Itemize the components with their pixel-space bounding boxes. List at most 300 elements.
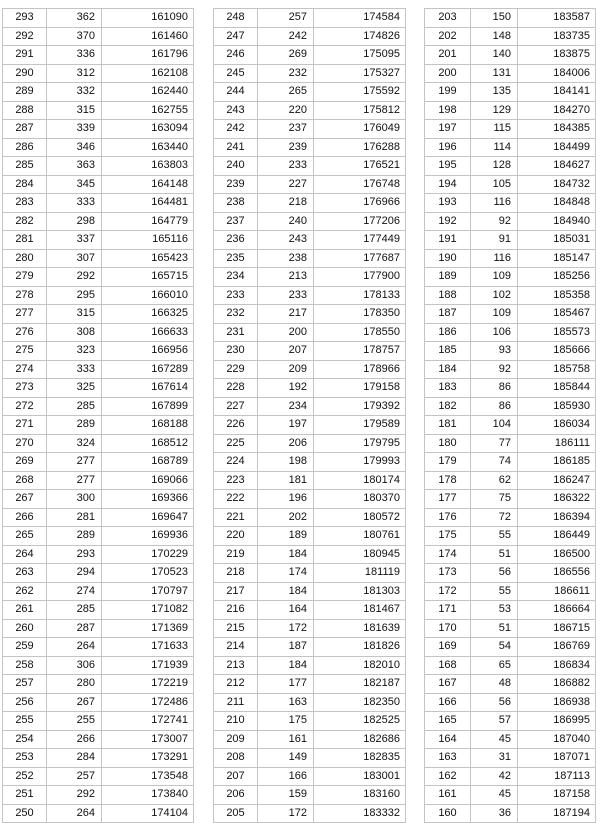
table-row — [3, 64, 194, 83]
score-cell: 180 — [425, 434, 471, 453]
score-cell: 245 — [214, 64, 258, 83]
score-cell: 195 — [425, 157, 471, 176]
table-row — [214, 693, 406, 712]
score-cell: 199 — [425, 83, 471, 102]
count-cell: 86 — [471, 379, 518, 398]
count-cell: 150 — [471, 9, 518, 28]
score-cell: 196 — [425, 138, 471, 157]
count-cell: 93 — [471, 342, 518, 361]
cumulative-cell: 184940 — [518, 212, 596, 231]
cumulative-cell: 163803 — [102, 157, 194, 176]
table-row — [425, 101, 596, 120]
cumulative-cell: 176521 — [314, 157, 406, 176]
cumulative-cell: 187071 — [518, 749, 596, 768]
table-row — [214, 175, 406, 194]
score-cell: 262 — [3, 582, 47, 601]
count-cell: 197 — [258, 416, 314, 435]
cumulative-cell: 181119 — [314, 564, 406, 583]
table-row — [3, 749, 194, 768]
cumulative-cell: 178757 — [314, 342, 406, 361]
table-row — [425, 194, 596, 213]
score-cell: 168 — [425, 656, 471, 675]
score-cell: 228 — [214, 379, 258, 398]
count-cell: 209 — [258, 360, 314, 379]
score-cell: 214 — [214, 638, 258, 657]
score-cell: 244 — [214, 83, 258, 102]
cumulative-cell: 166325 — [102, 305, 194, 324]
cumulative-cell: 182187 — [314, 675, 406, 694]
score-cell: 250 — [3, 804, 47, 823]
count-cell: 128 — [471, 157, 518, 176]
cumulative-cell: 161460 — [102, 27, 194, 46]
count-cell: 45 — [471, 730, 518, 749]
cumulative-cell: 173840 — [102, 786, 194, 805]
count-cell: 140 — [471, 46, 518, 65]
count-cell: 86 — [471, 397, 518, 416]
score-cell: 230 — [214, 342, 258, 361]
cumulative-cell: 184848 — [518, 194, 596, 213]
score-cell: 243 — [214, 101, 258, 120]
count-cell: 345 — [47, 175, 102, 194]
table-row — [214, 601, 406, 620]
score-cell: 232 — [214, 305, 258, 324]
cumulative-cell: 170797 — [102, 582, 194, 601]
count-cell: 51 — [471, 545, 518, 564]
score-cell: 247 — [214, 27, 258, 46]
cumulative-cell: 176049 — [314, 120, 406, 139]
table-row — [425, 619, 596, 638]
count-cell: 233 — [258, 157, 314, 176]
cumulative-cell: 166633 — [102, 323, 194, 342]
cumulative-cell: 186556 — [518, 564, 596, 583]
table-row — [425, 175, 596, 194]
score-table-right — [424, 8, 596, 823]
count-cell: 315 — [47, 101, 102, 120]
score-cell: 202 — [425, 27, 471, 46]
score-cell: 268 — [3, 471, 47, 490]
score-cell: 290 — [3, 64, 47, 83]
cumulative-cell: 183160 — [314, 786, 406, 805]
count-cell: 65 — [471, 656, 518, 675]
count-cell: 255 — [47, 712, 102, 731]
cumulative-cell: 181639 — [314, 619, 406, 638]
count-cell: 300 — [47, 490, 102, 509]
score-cell: 169 — [425, 638, 471, 657]
count-cell: 42 — [471, 767, 518, 786]
score-cell: 189 — [425, 268, 471, 287]
count-cell: 213 — [258, 268, 314, 287]
count-cell: 184 — [258, 582, 314, 601]
cumulative-cell: 161090 — [102, 9, 194, 28]
cumulative-cell: 178550 — [314, 323, 406, 342]
score-table-middle — [213, 8, 406, 823]
table-row — [425, 268, 596, 287]
score-cell: 233 — [214, 286, 258, 305]
score-cell: 261 — [3, 601, 47, 620]
cumulative-cell: 180761 — [314, 527, 406, 546]
table-row — [3, 675, 194, 694]
cumulative-cell: 186611 — [518, 582, 596, 601]
count-cell: 289 — [47, 416, 102, 435]
score-cell: 256 — [3, 693, 47, 712]
table-row — [214, 157, 406, 176]
score-cell: 282 — [3, 212, 47, 231]
score-cell: 269 — [3, 453, 47, 472]
table-row — [425, 712, 596, 731]
table-row — [214, 453, 406, 472]
score-cell: 184 — [425, 360, 471, 379]
table-row — [214, 268, 406, 287]
score-cell: 185 — [425, 342, 471, 361]
score-cell: 234 — [214, 268, 258, 287]
table-row — [425, 27, 596, 46]
score-cell: 191 — [425, 231, 471, 250]
score-cell: 267 — [3, 490, 47, 509]
count-cell: 370 — [47, 27, 102, 46]
table-row — [3, 27, 194, 46]
table-row — [425, 231, 596, 250]
score-cell: 278 — [3, 286, 47, 305]
score-cell: 193 — [425, 194, 471, 213]
score-cell: 161 — [425, 786, 471, 805]
table-row — [425, 249, 596, 268]
cumulative-cell: 183875 — [518, 46, 596, 65]
table-body — [425, 9, 596, 823]
cumulative-cell: 164481 — [102, 194, 194, 213]
cumulative-cell: 184270 — [518, 101, 596, 120]
score-cell: 266 — [3, 508, 47, 527]
score-cell: 190 — [425, 249, 471, 268]
count-cell: 339 — [47, 120, 102, 139]
cumulative-cell: 182835 — [314, 749, 406, 768]
score-cell: 281 — [3, 231, 47, 250]
table-row — [425, 545, 596, 564]
table-row — [214, 379, 406, 398]
score-cell: 211 — [214, 693, 258, 712]
cumulative-cell: 178966 — [314, 360, 406, 379]
count-cell: 264 — [47, 804, 102, 823]
score-cell: 275 — [3, 342, 47, 361]
table-row — [214, 564, 406, 583]
table-row — [3, 9, 194, 28]
count-cell: 72 — [471, 508, 518, 527]
cumulative-cell: 185467 — [518, 305, 596, 324]
cumulative-cell: 161796 — [102, 46, 194, 65]
count-cell: 257 — [47, 767, 102, 786]
score-cell: 224 — [214, 453, 258, 472]
table-row — [425, 582, 596, 601]
score-cell: 209 — [214, 730, 258, 749]
cumulative-cell: 162755 — [102, 101, 194, 120]
table-row — [425, 804, 596, 823]
table-row — [425, 767, 596, 786]
cumulative-cell: 180945 — [314, 545, 406, 564]
score-cell: 276 — [3, 323, 47, 342]
table-row — [425, 490, 596, 509]
table-row — [425, 416, 596, 435]
count-cell: 175 — [258, 712, 314, 731]
table-row — [214, 434, 406, 453]
cumulative-cell: 169647 — [102, 508, 194, 527]
table-row — [3, 46, 194, 65]
cumulative-cell: 175327 — [314, 64, 406, 83]
count-cell: 75 — [471, 490, 518, 509]
count-cell: 31 — [471, 749, 518, 768]
table-row — [3, 730, 194, 749]
table-row — [3, 342, 194, 361]
cumulative-cell: 165423 — [102, 249, 194, 268]
count-cell: 277 — [47, 453, 102, 472]
cumulative-cell: 174826 — [314, 27, 406, 46]
cumulative-cell: 168512 — [102, 434, 194, 453]
count-cell: 265 — [258, 83, 314, 102]
score-cell: 207 — [214, 767, 258, 786]
cumulative-cell: 185256 — [518, 268, 596, 287]
table-row — [3, 638, 194, 657]
cumulative-cell: 181826 — [314, 638, 406, 657]
cumulative-cell: 169366 — [102, 490, 194, 509]
cumulative-cell: 186995 — [518, 712, 596, 731]
score-cell: 273 — [3, 379, 47, 398]
count-cell: 277 — [47, 471, 102, 490]
cumulative-cell: 186715 — [518, 619, 596, 638]
table-row — [3, 212, 194, 231]
score-cell: 222 — [214, 490, 258, 509]
count-cell: 135 — [471, 83, 518, 102]
count-cell: 206 — [258, 434, 314, 453]
cumulative-cell: 184499 — [518, 138, 596, 157]
score-cell: 271 — [3, 416, 47, 435]
score-cell: 203 — [425, 9, 471, 28]
score-cell: 288 — [3, 101, 47, 120]
count-cell: 116 — [471, 194, 518, 213]
count-cell: 363 — [47, 157, 102, 176]
cumulative-cell: 174104 — [102, 804, 194, 823]
cumulative-cell: 167289 — [102, 360, 194, 379]
count-cell: 337 — [47, 231, 102, 250]
count-cell: 292 — [47, 786, 102, 805]
score-cell: 188 — [425, 286, 471, 305]
table-row — [214, 767, 406, 786]
table-row — [3, 434, 194, 453]
table-row — [3, 360, 194, 379]
cumulative-cell: 186394 — [518, 508, 596, 527]
count-cell: 285 — [47, 601, 102, 620]
score-cell: 198 — [425, 101, 471, 120]
table-row — [425, 323, 596, 342]
cumulative-cell: 171082 — [102, 601, 194, 620]
table-body — [3, 9, 194, 823]
count-cell: 257 — [258, 9, 314, 28]
table-row — [214, 101, 406, 120]
score-cell: 206 — [214, 786, 258, 805]
table-row — [214, 27, 406, 46]
count-cell: 307 — [47, 249, 102, 268]
cumulative-cell: 174584 — [314, 9, 406, 28]
table-row — [214, 749, 406, 768]
score-cell: 248 — [214, 9, 258, 28]
score-cell: 272 — [3, 397, 47, 416]
cumulative-cell: 185573 — [518, 323, 596, 342]
table-row — [214, 471, 406, 490]
table-row — [3, 619, 194, 638]
count-cell: 116 — [471, 249, 518, 268]
table-row — [425, 157, 596, 176]
cumulative-cell: 172741 — [102, 712, 194, 731]
count-cell: 293 — [47, 545, 102, 564]
table-row — [425, 730, 596, 749]
cumulative-cell: 179392 — [314, 397, 406, 416]
count-cell: 287 — [47, 619, 102, 638]
cumulative-cell: 185758 — [518, 360, 596, 379]
count-cell: 36 — [471, 804, 518, 823]
count-cell: 109 — [471, 268, 518, 287]
score-cell: 231 — [214, 323, 258, 342]
table-row — [214, 305, 406, 324]
count-cell: 77 — [471, 434, 518, 453]
count-cell: 131 — [471, 64, 518, 83]
count-cell: 333 — [47, 194, 102, 213]
score-cell: 223 — [214, 471, 258, 490]
table-row — [425, 46, 596, 65]
count-cell: 312 — [47, 64, 102, 83]
cumulative-cell: 167899 — [102, 397, 194, 416]
count-cell: 243 — [258, 231, 314, 250]
count-cell: 57 — [471, 712, 518, 731]
cumulative-cell: 181467 — [314, 601, 406, 620]
count-cell: 238 — [258, 249, 314, 268]
cumulative-cell: 183735 — [518, 27, 596, 46]
table-row — [3, 564, 194, 583]
table-row — [3, 286, 194, 305]
cumulative-cell: 172486 — [102, 693, 194, 712]
score-cell: 265 — [3, 527, 47, 546]
table-row — [3, 601, 194, 620]
count-cell: 55 — [471, 527, 518, 546]
table-body — [214, 9, 406, 823]
count-cell: 184 — [258, 545, 314, 564]
table-row — [3, 194, 194, 213]
count-cell: 187 — [258, 638, 314, 657]
cumulative-cell: 183001 — [314, 767, 406, 786]
table-row — [214, 46, 406, 65]
table-row — [425, 675, 596, 694]
count-cell: 323 — [47, 342, 102, 361]
score-cell: 280 — [3, 249, 47, 268]
cumulative-cell: 182525 — [314, 712, 406, 731]
cumulative-cell: 179993 — [314, 453, 406, 472]
cumulative-cell: 182010 — [314, 656, 406, 675]
count-cell: 267 — [47, 693, 102, 712]
score-cell: 170 — [425, 619, 471, 638]
cumulative-cell: 187040 — [518, 730, 596, 749]
cumulative-cell: 186834 — [518, 656, 596, 675]
count-cell: 306 — [47, 656, 102, 675]
score-cell: 210 — [214, 712, 258, 731]
count-cell: 45 — [471, 786, 518, 805]
cumulative-cell: 176288 — [314, 138, 406, 157]
count-cell: 184 — [258, 656, 314, 675]
table-row — [214, 508, 406, 527]
table-row — [3, 305, 194, 324]
cumulative-cell: 163094 — [102, 120, 194, 139]
count-cell: 74 — [471, 453, 518, 472]
count-cell: 55 — [471, 582, 518, 601]
count-cell: 227 — [258, 175, 314, 194]
count-cell: 346 — [47, 138, 102, 157]
table-row — [214, 675, 406, 694]
count-cell: 166 — [258, 767, 314, 786]
table-row — [214, 120, 406, 139]
count-cell: 325 — [47, 379, 102, 398]
cumulative-cell: 177687 — [314, 249, 406, 268]
count-cell: 202 — [258, 508, 314, 527]
score-cell: 167 — [425, 675, 471, 694]
cumulative-cell: 168789 — [102, 453, 194, 472]
table-row — [214, 490, 406, 509]
count-cell: 294 — [47, 564, 102, 583]
count-cell: 192 — [258, 379, 314, 398]
cumulative-cell: 173548 — [102, 767, 194, 786]
table-row — [214, 360, 406, 379]
cumulative-cell: 184006 — [518, 64, 596, 83]
count-cell: 109 — [471, 305, 518, 324]
count-cell: 269 — [258, 46, 314, 65]
score-cell: 284 — [3, 175, 47, 194]
score-cell: 163 — [425, 749, 471, 768]
score-cell: 252 — [3, 767, 47, 786]
score-cell: 194 — [425, 175, 471, 194]
table-row — [214, 231, 406, 250]
table-row — [3, 508, 194, 527]
score-cell: 286 — [3, 138, 47, 157]
cumulative-cell: 166956 — [102, 342, 194, 361]
cumulative-cell: 184732 — [518, 175, 596, 194]
score-cell: 293 — [3, 9, 47, 28]
table-row — [3, 101, 194, 120]
score-cell: 182 — [425, 397, 471, 416]
cumulative-cell: 178350 — [314, 305, 406, 324]
cumulative-cell: 170229 — [102, 545, 194, 564]
count-cell: 53 — [471, 601, 518, 620]
count-cell: 295 — [47, 286, 102, 305]
cumulative-cell: 186500 — [518, 545, 596, 564]
table-row — [3, 397, 194, 416]
table-row — [3, 767, 194, 786]
score-cell: 246 — [214, 46, 258, 65]
cumulative-cell: 187113 — [518, 767, 596, 786]
cumulative-cell: 173007 — [102, 730, 194, 749]
table-row — [3, 656, 194, 675]
cumulative-cell: 186664 — [518, 601, 596, 620]
score-cell: 255 — [3, 712, 47, 731]
table-row — [3, 804, 194, 823]
score-cell: 218 — [214, 564, 258, 583]
cumulative-cell: 175592 — [314, 83, 406, 102]
count-cell: 233 — [258, 286, 314, 305]
score-cell: 279 — [3, 268, 47, 287]
count-cell: 336 — [47, 46, 102, 65]
table-row — [214, 212, 406, 231]
cumulative-cell: 178133 — [314, 286, 406, 305]
table-row — [214, 619, 406, 638]
table-row — [425, 508, 596, 527]
table-row — [214, 527, 406, 546]
cumulative-cell: 163440 — [102, 138, 194, 157]
count-cell: 92 — [471, 212, 518, 231]
cumulative-cell: 186938 — [518, 693, 596, 712]
cumulative-cell: 185844 — [518, 379, 596, 398]
